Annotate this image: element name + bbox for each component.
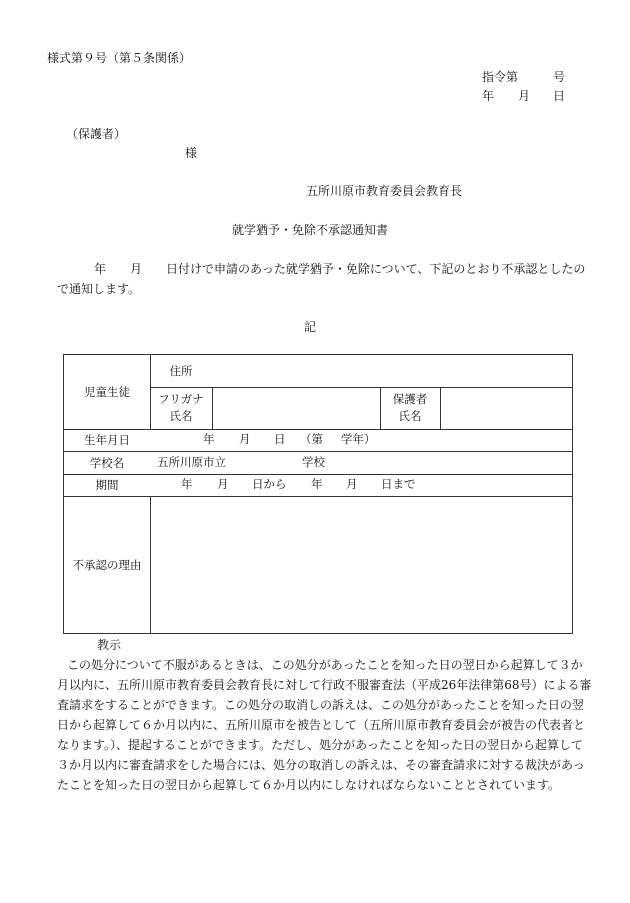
body-year: 年 bbox=[94, 262, 107, 276]
date-day: 日 bbox=[553, 89, 566, 103]
furigana-label: フリガナ bbox=[158, 391, 204, 406]
notice-line-3: 査請求をすることができます。この処分の取消しの訴えは、この処分があったことを知った日の翌 bbox=[57, 698, 584, 712]
birth-label: 生年月日 bbox=[84, 433, 130, 447]
notice-line-2: 月以内に、五所川原市教育委員会教育長に対して行政不服審査法（平成26年法律第68号）による審 bbox=[57, 678, 592, 692]
period-until: 日まで bbox=[381, 477, 416, 491]
school-suffix: 学校 bbox=[302, 455, 325, 469]
body-line2: で通知します。 bbox=[57, 282, 141, 296]
birth-grade-close: 学年） bbox=[341, 432, 376, 446]
notice-line-4: 日から起算して６か月以内に、五所川原市を被告として（五所川原市教育委員会が被告の代表者と bbox=[57, 718, 586, 732]
furigana-name-label bbox=[150, 387, 212, 429]
date-year: 年 bbox=[482, 89, 495, 103]
addressee-label: （保護者） bbox=[66, 127, 127, 141]
notice-line-5: なります。）、提起することができます。ただし、処分があったことを知った日の翌日から起算して bbox=[57, 738, 583, 752]
guardian-name-label bbox=[380, 387, 440, 429]
period-label: 期間 bbox=[95, 478, 119, 492]
notice-title: 教示 bbox=[97, 638, 122, 652]
birth-grade-open: （第 bbox=[300, 432, 323, 446]
birth-month: 月 bbox=[239, 432, 251, 446]
order-prefix: 指令第 bbox=[482, 70, 519, 84]
notice-line-6: ３か月以内に審査請求をした場合には、処分の取消しの訴えは、その審査請求に対する裁決があっ bbox=[57, 758, 585, 772]
notice-line-1: この処分について不服があるときは、この処分があったことを知った日の翌日から起算して３か bbox=[67, 658, 583, 672]
order-suffix: 号 bbox=[553, 70, 566, 84]
addressee-honorific: 様 bbox=[185, 146, 198, 160]
birth-day: 日 bbox=[274, 432, 286, 446]
reason-label: 不承認の理由 bbox=[72, 558, 142, 572]
document-title: 就学猶予・免除不承認通知書 bbox=[232, 223, 389, 237]
guardian-label: 保護者 bbox=[392, 391, 428, 406]
body-line1: 日付けで申請のあった就学猶予・免除について、下記のとおり不承認としたの bbox=[166, 262, 586, 276]
school-label: 学校名 bbox=[89, 455, 125, 470]
birth-year: 年 bbox=[203, 432, 215, 446]
info-table bbox=[63, 354, 573, 634]
issuer: 五所川原市教育委員会教育長 bbox=[306, 184, 463, 198]
body-month: 月 bbox=[130, 262, 143, 276]
period-year2: 年 bbox=[311, 477, 323, 491]
address-label: 住所 bbox=[169, 364, 193, 378]
school-prefix: 五所川原市立 bbox=[157, 455, 226, 469]
period-year1: 年 bbox=[181, 477, 193, 491]
period-from: 日から bbox=[252, 477, 287, 491]
date-month: 月 bbox=[518, 89, 531, 103]
notice-line-7: たことを知った日の翌日から起算して６か月以内にしなければならないこととされています。 bbox=[57, 778, 561, 792]
name-label: 氏名 bbox=[169, 409, 193, 423]
form-number: 様式第９号（第５条関係） bbox=[47, 51, 192, 65]
guardian-name-sublabel: 氏名 bbox=[398, 409, 422, 423]
period-month2: 月 bbox=[346, 477, 358, 491]
period-month1: 月 bbox=[217, 477, 229, 491]
student-label: 児童生徒 bbox=[84, 385, 130, 399]
ki-label: 記 bbox=[304, 320, 317, 334]
